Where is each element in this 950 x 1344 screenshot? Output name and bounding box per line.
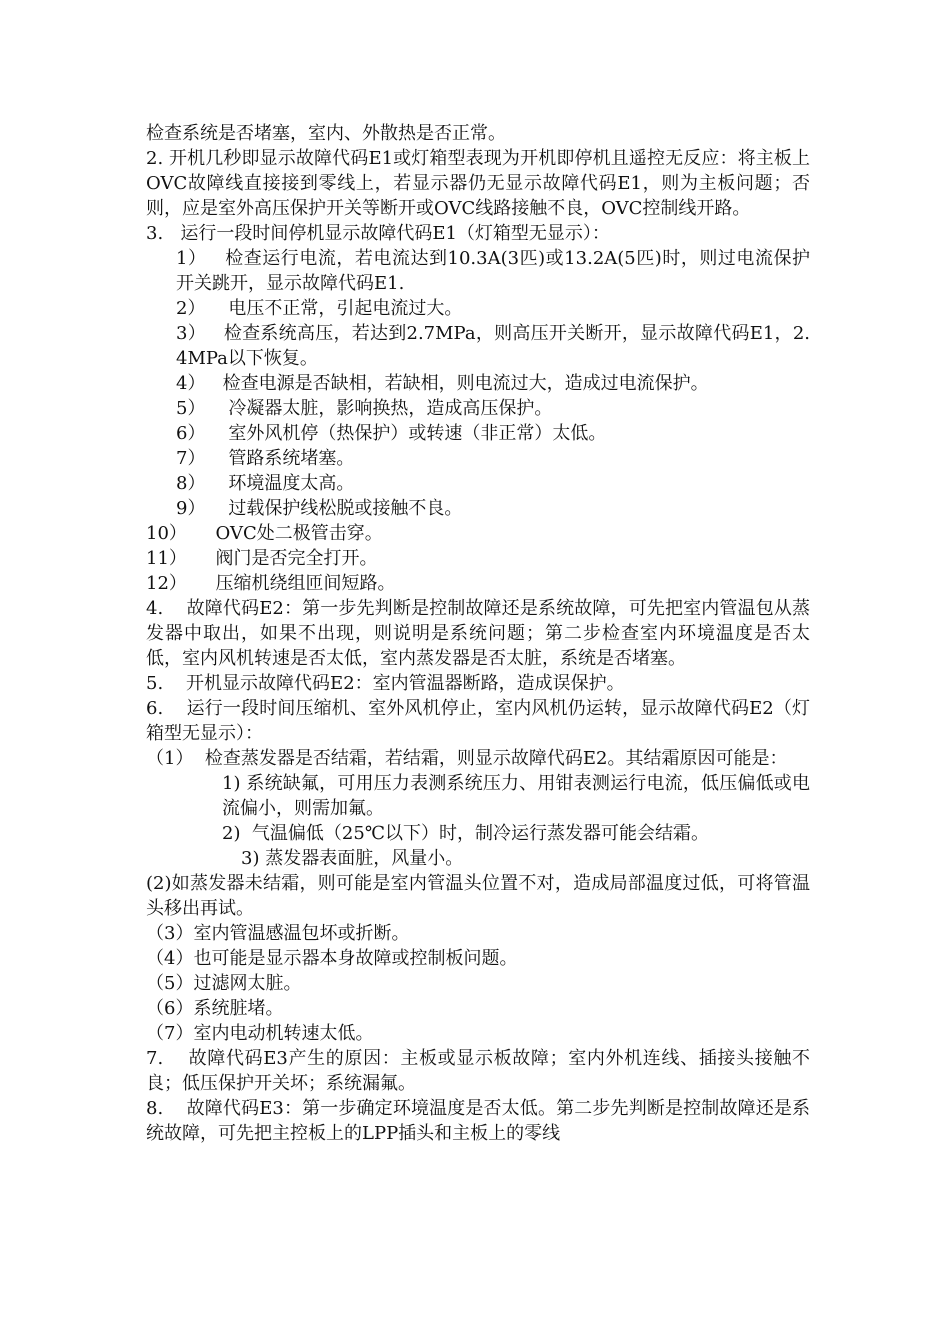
paragraph: 3. 运行一段时间停机显示故障代码E1（灯箱型无显示）： bbox=[146, 223, 610, 244]
paragraph: （6）系统脏堵。 bbox=[146, 998, 284, 1019]
paragraph: 2) 气温偏低（25℃以下）时，制冷运行蒸发器可能会结霜。 bbox=[222, 823, 709, 844]
document-body bbox=[146, 121, 810, 1146]
paragraph: 4） 检查电源是否缺相，若缺相，则电流过大，造成过电流保护。 bbox=[176, 373, 709, 394]
paragraph: 2） 电压不正常，引起电流过大。 bbox=[176, 298, 463, 319]
paragraph: （5）过滤网太脏。 bbox=[146, 973, 302, 994]
paragraph: 6） 室外风机停（热保护）或转速（非正常）太低。 bbox=[176, 423, 607, 444]
paragraph: 11） 阀门是否完全打开。 bbox=[146, 548, 378, 569]
paragraph: 5. 开机显示故障代码E2：室内管温器断路，造成误保护。 bbox=[146, 673, 625, 694]
paragraph: 5） 冷凝器太脏，影响换热，造成高压保护。 bbox=[176, 398, 553, 419]
paragraph: 7. 故障代码E3产生的原因：主板或显示板故障；室内外机连线、插接头接触不良；低压保护开关坏；系统漏氟。 bbox=[146, 1048, 810, 1094]
paragraph: （1） 检查蒸发器是否结霜，若结霜，则显示故障代码E2。其结霜原因可能是： bbox=[146, 748, 788, 769]
paragraph: 6. 运行一段时间压缩机、室外风机停止，室内风机仍运转，显示故障代码E2（灯箱型无显示）： bbox=[146, 698, 810, 744]
paragraph: （3）室内管温感温包坏或折断。 bbox=[146, 923, 410, 944]
paragraph: 4. 故障代码E2：第一步先判断是控制故障还是系统故障，可先把室内管温包从蒸发器中取出，如果不出现，则说明是系统问题；第二步检查室内环境温度是否太低，室内风机转速是否太低，室内蒸发器是否太脏，系统是否堵塞。 bbox=[146, 598, 810, 669]
paragraph: （7）室内电动机转速太低。 bbox=[146, 1023, 374, 1044]
paragraph: 3) 蒸发器表面脏，风量小。 bbox=[241, 848, 464, 869]
paragraph: 9） 过载保护线松脱或接触不良。 bbox=[176, 498, 463, 519]
paragraph: 12） 压缩机绕组匝间短路。 bbox=[146, 573, 396, 594]
paragraph: 8） 环境温度太高。 bbox=[176, 473, 355, 494]
paragraph: 7） 管路系统堵塞。 bbox=[176, 448, 355, 469]
paragraph: (2)如蒸发器未结霜，则可能是室内管温头位置不对，造成局部温度过低，可将管温头移出再试。 bbox=[146, 873, 810, 919]
paragraph: 8. 故障代码E3：第一步确定环境温度是否太低。第二步先判断是控制故障还是系统故障，可先把主控板上的LPP插头和主板上的零线 bbox=[146, 1098, 810, 1144]
paragraph: （4）也可能是显示器本身故障或控制板问题。 bbox=[146, 948, 518, 969]
paragraph: 2. 开机几秒即显示故障代码E1或灯箱型表现为开机即停机且遥控无反应：将主板上OVC故障线直接接到零线上，若显示器仍无显示故障代码E1，则为主板问题；否则，应是室外高压保护开关等断开或OVC线路接触不良，OVC控制线开路。 bbox=[146, 148, 810, 219]
paragraph: 3） 检查系统高压，若达到2.7MPa，则高压开关断开，显示故障代码E1，2.4MPa以下恢复。 bbox=[176, 323, 810, 369]
paragraph: 10） OVC处二极管击穿。 bbox=[146, 523, 383, 544]
paragraph: 1） 检查运行电流，若电流达到10.3A(3匹)或13.2A(5匹)时，则过电流保护开关跳开，显示故障代码E1. bbox=[176, 248, 810, 294]
paragraph: 检查系统是否堵塞，室内、外散热是否正常。 bbox=[146, 123, 506, 144]
paragraph: 1) 系统缺氟，可用压力表测系统压力、用钳表测运行电流，低压偏低或电流偏小，则需加氟。 bbox=[222, 773, 810, 819]
